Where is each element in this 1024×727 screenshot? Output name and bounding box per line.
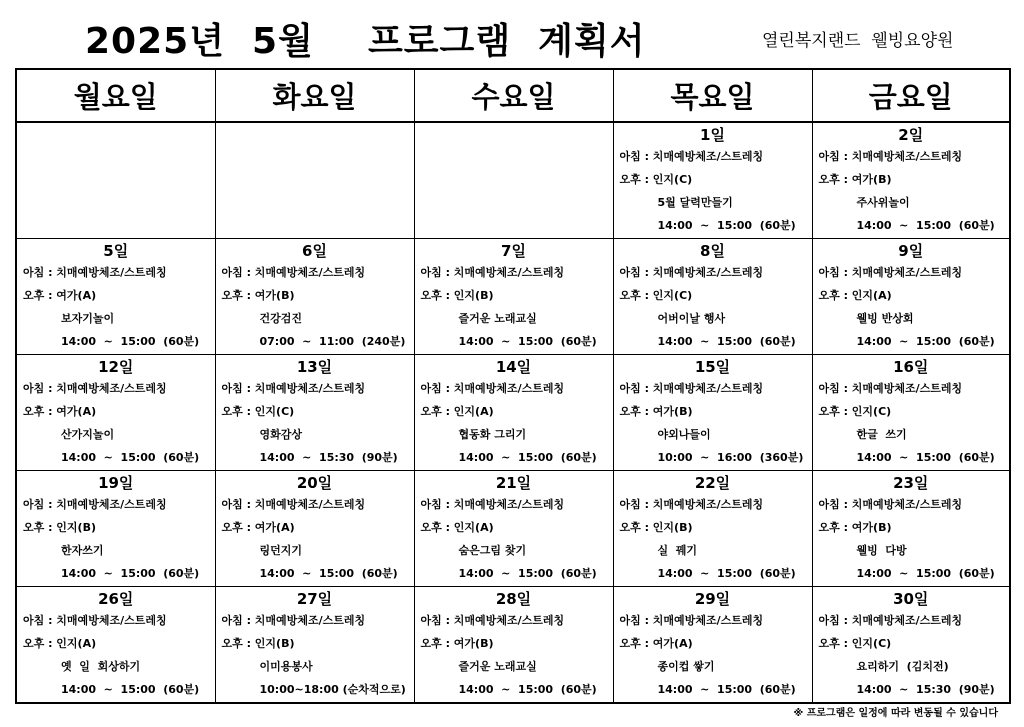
day-cell xyxy=(613,239,812,355)
activity-time: 14:00 ~ 15:30 (90분) xyxy=(856,683,995,696)
morning-program: 아침 : 치매예방체조/스트레칭 xyxy=(23,266,167,279)
day-date: 21일 xyxy=(495,474,532,492)
morning-program: 아침 : 치매예방체조/스트레칭 xyxy=(221,498,366,511)
activity-name: 산가지놀이 xyxy=(61,428,115,441)
morning-program: 아침 : 치매예방체조/스트레칭 xyxy=(221,266,366,279)
activity-name: 종이컵 쌓기 xyxy=(657,660,715,673)
activity-time: 10:00 ~ 16:00 (360분) xyxy=(657,451,804,464)
morning-program: 아침 : 치매예방체조/스트레칭 xyxy=(818,150,963,163)
weekday-header-row xyxy=(16,69,1010,122)
week-row xyxy=(16,122,1010,239)
afternoon-program: 오후 : 인지(B) xyxy=(23,521,97,534)
afternoon-program: 오후 : 인지(C) xyxy=(818,405,892,418)
program-calendar xyxy=(15,68,1011,704)
day-cell xyxy=(812,239,1010,355)
afternoon-program: 오후 : 인지(A) xyxy=(818,289,892,302)
day-cell xyxy=(812,471,1010,587)
day-date: 30일 xyxy=(893,590,929,608)
activity-name: 즐거운 노래교실 xyxy=(458,312,537,325)
day-cell xyxy=(613,355,812,471)
activity-name: 한자쓰기 xyxy=(61,544,104,557)
morning-program: 아침 : 치매예방체조/스트레칭 xyxy=(420,614,565,627)
morning-program: 아침 : 치매예방체조/스트레칭 xyxy=(221,614,366,627)
day-date: 20일 xyxy=(296,474,333,492)
morning-program: 아침 : 치매예방체조/스트레칭 xyxy=(818,266,963,279)
weekday-header: 목요일 xyxy=(613,69,812,122)
activity-time: 14:00 ~ 15:00 (60분) xyxy=(61,335,200,348)
weekday-header: 화요일 xyxy=(215,69,414,122)
morning-program: 아침 : 치매예방체조/스트레칭 xyxy=(23,614,167,627)
activity-name: 링던지기 xyxy=(259,544,303,557)
afternoon-program: 오후 : 인지(C) xyxy=(619,173,693,186)
day-cell xyxy=(812,587,1010,704)
morning-program: 아침 : 치매예방체조/스트레칭 xyxy=(23,382,167,395)
day-cell xyxy=(812,355,1010,471)
activity-time: 14:00 ~ 15:00 (60분) xyxy=(856,219,995,232)
activity-name: 실 꿰기 xyxy=(657,544,698,557)
day-cell xyxy=(215,471,414,587)
afternoon-program: 오후 : 여가(B) xyxy=(420,637,494,650)
day-date: 14일 xyxy=(495,358,532,376)
day-cell xyxy=(812,122,1010,239)
morning-program: 아침 : 치매예방체조/스트레칭 xyxy=(23,498,167,511)
day-cell xyxy=(414,587,613,704)
activity-time: 14:00 ~ 15:00 (60분) xyxy=(61,683,200,696)
day-date: 26일 xyxy=(98,590,134,608)
day-date: 2일 xyxy=(898,126,924,144)
activity-name: 숨은그림 찾기 xyxy=(458,544,527,557)
day-cell xyxy=(16,471,215,587)
organization-name: 열린복지랜드 웰빙요양원 xyxy=(762,31,954,51)
activity-time: 14:00 ~ 15:00 (60분) xyxy=(657,683,796,696)
activity-time: 14:00 ~ 15:00 (60분) xyxy=(61,567,200,580)
empty-day-cell xyxy=(16,122,215,239)
afternoon-program: 오후 : 인지(B) xyxy=(619,521,693,534)
activity-name: 웰빙 다방 xyxy=(856,544,907,557)
week-row xyxy=(16,471,1010,587)
activity-name: 웰빙 반상회 xyxy=(856,312,914,325)
afternoon-program: 오후 : 인지(A) xyxy=(23,637,97,650)
afternoon-program: 오후 : 인지(B) xyxy=(221,637,295,650)
morning-program: 아침 : 치매예방체조/스트레칭 xyxy=(420,266,565,279)
page-title: 2025년 5월 프로그램 계획서 xyxy=(85,21,646,62)
week-row xyxy=(16,239,1010,355)
afternoon-program: 오후 : 여가(A) xyxy=(221,521,295,534)
morning-program: 아침 : 치매예방체조/스트레칭 xyxy=(221,382,366,395)
day-cell xyxy=(215,587,414,704)
afternoon-program: 오후 : 인지(C) xyxy=(619,289,693,302)
week-row xyxy=(16,587,1010,704)
activity-name: 옛 일 회상하기 xyxy=(61,660,141,673)
day-date: 13일 xyxy=(296,358,333,376)
activity-time: 14:00 ~ 15:00 (60분) xyxy=(657,219,796,232)
activity-time: 14:00 ~ 15:00 (60분) xyxy=(458,683,597,696)
day-date: 19일 xyxy=(98,474,134,492)
morning-program: 아침 : 치매예방체조/스트레칭 xyxy=(818,614,963,627)
day-date: 23일 xyxy=(893,474,929,492)
day-cell xyxy=(414,355,613,471)
activity-name: 이미용봉사 xyxy=(259,660,313,673)
afternoon-program: 오후 : 여가(A) xyxy=(619,637,693,650)
empty-day-cell xyxy=(215,122,414,239)
activity-name: 즐거운 노래교실 xyxy=(458,660,537,673)
day-date: 7일 xyxy=(501,242,526,260)
afternoon-program: 오후 : 여가(B) xyxy=(818,521,892,534)
activity-time: 14:00 ~ 15:00 (60분) xyxy=(657,335,796,348)
morning-program: 아침 : 치매예방체조/스트레칭 xyxy=(619,614,764,627)
activity-name: 요리하기 (김치전) xyxy=(856,660,949,673)
weekday-header: 월요일 xyxy=(16,69,215,122)
weekday-header: 수요일 xyxy=(414,69,613,122)
activity-name: 협동화 그리기 xyxy=(458,428,527,441)
day-cell xyxy=(16,239,215,355)
activity-name: 주사위놀이 xyxy=(856,196,910,209)
activity-time: 14:00 ~ 15:00 (60분) xyxy=(856,335,995,348)
afternoon-program: 오후 : 여가(B) xyxy=(221,289,295,302)
day-date: 12일 xyxy=(98,358,134,376)
day-date: 29일 xyxy=(694,590,731,608)
activity-name: 건강검진 xyxy=(259,312,303,325)
weekday-header: 금요일 xyxy=(812,69,1010,122)
morning-program: 아침 : 치매예방체조/스트레칭 xyxy=(420,382,565,395)
day-cell xyxy=(16,587,215,704)
day-cell xyxy=(414,239,613,355)
day-date: 8일 xyxy=(700,242,725,260)
afternoon-program: 오후 : 여가(A) xyxy=(23,405,97,418)
afternoon-program: 오후 : 인지(B) xyxy=(420,289,494,302)
activity-name: 5월 달력만들기 xyxy=(657,196,733,209)
morning-program: 아침 : 치매예방체조/스트레칭 xyxy=(818,498,963,511)
day-date: 1일 xyxy=(700,126,725,144)
day-date: 28일 xyxy=(495,590,532,608)
footnote: ※ 프로그램은 일정에 따라 변동될 수 있습니다 xyxy=(793,708,998,719)
day-cell xyxy=(613,122,812,239)
afternoon-program: 오후 : 인지(A) xyxy=(420,521,494,534)
morning-program: 아침 : 치매예방체조/스트레칭 xyxy=(619,382,764,395)
activity-name: 어버이날 행사 xyxy=(657,312,726,325)
day-date: 9일 xyxy=(898,242,924,260)
day-cell xyxy=(215,239,414,355)
day-date: 16일 xyxy=(893,358,929,376)
day-date: 22일 xyxy=(694,474,731,492)
day-cell xyxy=(16,355,215,471)
afternoon-program: 오후 : 인지(C) xyxy=(818,637,892,650)
activity-time: 10:00~18:00 (순차적으로) xyxy=(259,683,406,696)
activity-time: 14:00 ~ 15:00 (60분) xyxy=(856,451,995,464)
activity-name: 보자기놀이 xyxy=(61,312,115,325)
activity-name: 야외나들이 xyxy=(657,428,711,441)
activity-time: 14:00 ~ 15:00 (60분) xyxy=(458,567,597,580)
day-cell xyxy=(613,471,812,587)
morning-program: 아침 : 치매예방체조/스트레칭 xyxy=(619,498,764,511)
afternoon-program: 오후 : 인지(C) xyxy=(221,405,295,418)
day-date: 5일 xyxy=(103,242,129,260)
activity-time: 14:00 ~ 15:00 (60분) xyxy=(458,451,597,464)
activity-time: 14:00 ~ 15:00 (60분) xyxy=(657,567,796,580)
day-date: 27일 xyxy=(296,590,333,608)
activity-time: 07:00 ~ 11:00 (240분) xyxy=(259,335,406,348)
activity-name: 한글 쓰기 xyxy=(856,428,907,441)
day-cell xyxy=(613,587,812,704)
activity-time: 14:00 ~ 15:30 (90분) xyxy=(259,451,398,464)
activity-time: 14:00 ~ 15:00 (60분) xyxy=(61,451,200,464)
activity-time: 14:00 ~ 15:00 (60분) xyxy=(259,567,398,580)
day-cell xyxy=(414,471,613,587)
afternoon-program: 오후 : 여가(B) xyxy=(818,173,892,186)
morning-program: 아침 : 치매예방체조/스트레칭 xyxy=(619,266,764,279)
afternoon-program: 오후 : 여가(A) xyxy=(23,289,97,302)
afternoon-program: 오후 : 여가(B) xyxy=(619,405,693,418)
activity-name: 영화감상 xyxy=(259,428,303,441)
afternoon-program: 오후 : 인지(A) xyxy=(420,405,494,418)
morning-program: 아침 : 치매예방체조/스트레칭 xyxy=(420,498,565,511)
activity-time: 14:00 ~ 15:00 (60분) xyxy=(856,567,995,580)
activity-time: 14:00 ~ 15:00 (60분) xyxy=(458,335,597,348)
day-cell xyxy=(215,355,414,471)
week-row xyxy=(16,355,1010,471)
day-date: 6일 xyxy=(302,242,327,260)
morning-program: 아침 : 치매예방체조/스트레칭 xyxy=(818,382,963,395)
morning-program: 아침 : 치매예방체조/스트레칭 xyxy=(619,150,764,163)
day-date: 15일 xyxy=(694,358,731,376)
empty-day-cell xyxy=(414,122,613,239)
